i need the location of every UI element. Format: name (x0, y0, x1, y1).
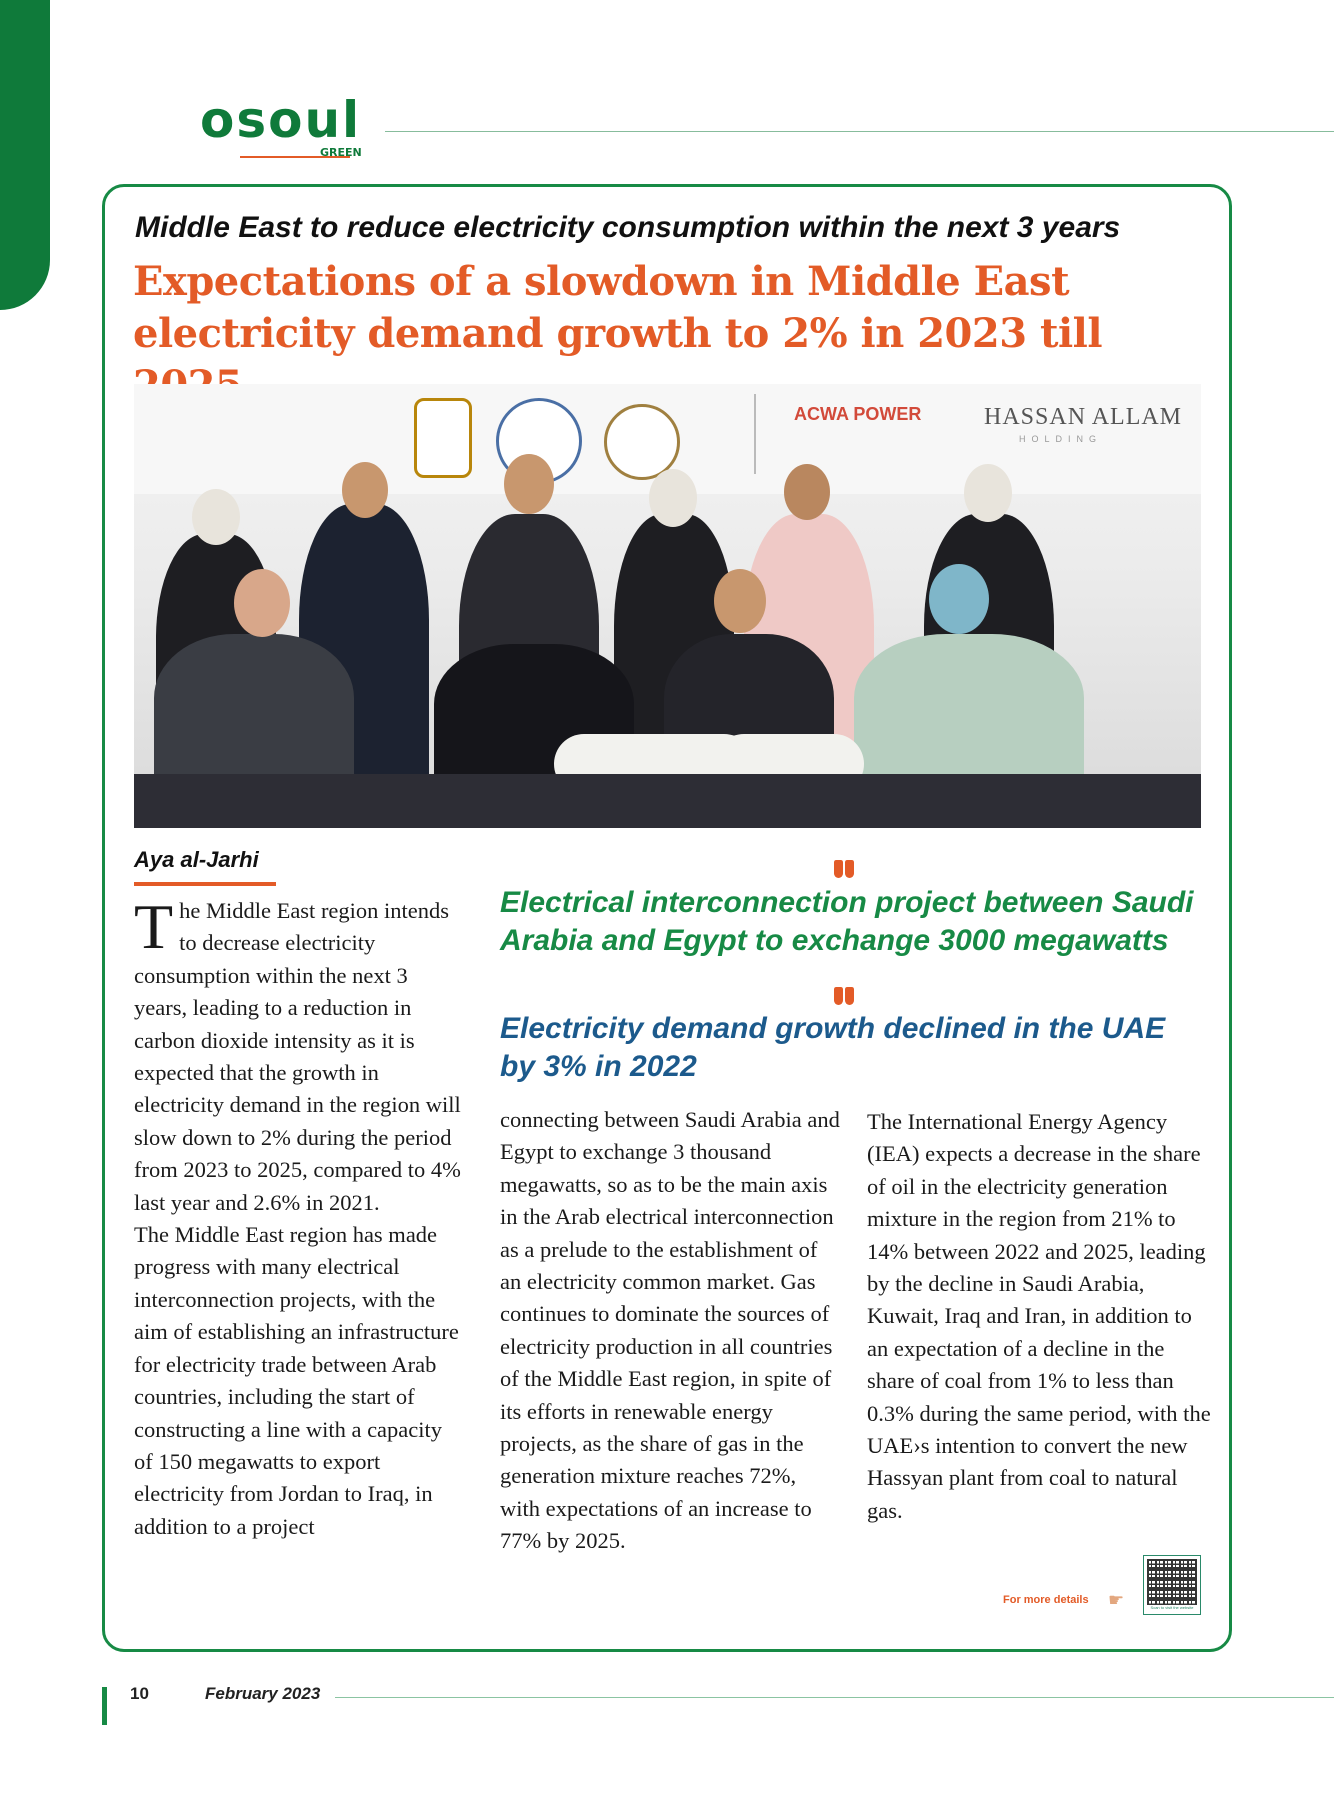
qr-code[interactable] (1143, 1555, 1201, 1615)
sidebar-tab (0, 0, 50, 310)
header-divider (385, 131, 1334, 132)
article-byline: Aya al-Jarhi (134, 847, 259, 872)
article-column-1 (134, 891, 464, 1543)
pointing-hand-icon: ☛ (1108, 1590, 1125, 1610)
signing-table (134, 774, 1201, 828)
drop-cap: T (134, 891, 174, 962)
qr-caption: Scan to visit the website (1150, 1605, 1194, 1610)
acwa-power-logo: ACWA POWER (794, 404, 922, 424)
article-kicker: Middle East to reduce electricity consumption within the next 3 years (135, 211, 1121, 244)
pull-quote-interconnection: Electrical interconnection project between Saudi Arabia and Egypt to exchange 3000 megawatts (500, 886, 1194, 957)
article-headline: Expectations of a slowdown in Middle East electricity demand growth to 2% in 2023 till (133, 258, 1103, 357)
photo-divider (754, 394, 756, 474)
person-head (504, 454, 554, 514)
person-head (929, 564, 989, 634)
hassan-allam-logo: HASSAN ALLAM (984, 404, 1183, 430)
qr-code-icon (1147, 1559, 1197, 1605)
byline-underline (134, 882, 276, 886)
article-paragraph (134, 891, 464, 1219)
article-paragraph: The International Energy Agency (IEA) expects a decrease in the share of oil in the electricity generation mixture in the region from 21% to 14% between 2022 and 2025, leading by the decline in Saudi Arabia, Kuwait, Iraq and Iran, in addition to an expectation of a decline in the share of coal from 1% to less than 0.3% during the same period, with the UAE›s intention to convert the new Hassyan plant from coal to natural gas. (867, 1109, 1211, 1523)
article-paragraph: connecting between Saudi Arabia and Egypt to exchange 3 thousand megawatts, so as to be the main axis in the Arab electrical interconnection as a prelude to the establishment of an electricity common market. Gas continues to dominate the sources of electricity production in all countries of the Middle East region, in spite of its efforts in renewable energy projects, as the share of gas in the generation mixture reaches 72%, with expectations of an increase to 77% by 2025. (500, 1107, 840, 1554)
footer-divider (335, 1697, 1334, 1698)
more-details-link[interactable]: For more details (1003, 1594, 1089, 1606)
article-column-3 (867, 1106, 1212, 1527)
quote-mark-icon (834, 860, 856, 878)
magazine-logo[interactable] (200, 92, 390, 164)
person-head (342, 462, 388, 518)
person-figure (854, 634, 1084, 794)
article-photo (134, 384, 1201, 828)
person-head (714, 569, 766, 633)
issue-date: February 2023 (205, 1684, 321, 1703)
person-head (234, 569, 290, 637)
logo-wordmark: osoul (200, 91, 362, 149)
page-number: 10 (130, 1684, 149, 1703)
pull-quote-uae-demand: Electricity demand growth declined in the UAE by 3% in 2022 (500, 1012, 1166, 1083)
article-column-2 (500, 1104, 840, 1558)
quote-mark-icon (834, 987, 856, 1005)
paragraph-text: he Middle East region intends to decrease electricity consumption within the next 3 years, leading to a reduction in carbon dioxide intensity as it is expected that the growth in electricity demand in the region will slow down to 2% during the period from 2023 to 2025, compared to 4% last year and 2.6% in 2021. (134, 898, 461, 1215)
logo-subtitle: GREEN (320, 146, 362, 159)
person-head (649, 469, 697, 527)
person-head (192, 489, 240, 545)
footer-accent-bar (102, 1687, 107, 1725)
emblem-icon (414, 398, 472, 478)
person-head (964, 464, 1012, 522)
hassan-allam-subtitle: HOLDING (1019, 434, 1103, 444)
person-figure (154, 634, 354, 794)
person-head (784, 464, 830, 520)
article-paragraph: The Middle East region has made progress with many electrical interconnection projects, with the aim of establishing an infrastructure for electricity trade between Arab countries, including the start of constructing a line with a capacity of 150 megawatts to export electricity from Jordan to Iraq, in addition to a project (134, 1222, 459, 1539)
